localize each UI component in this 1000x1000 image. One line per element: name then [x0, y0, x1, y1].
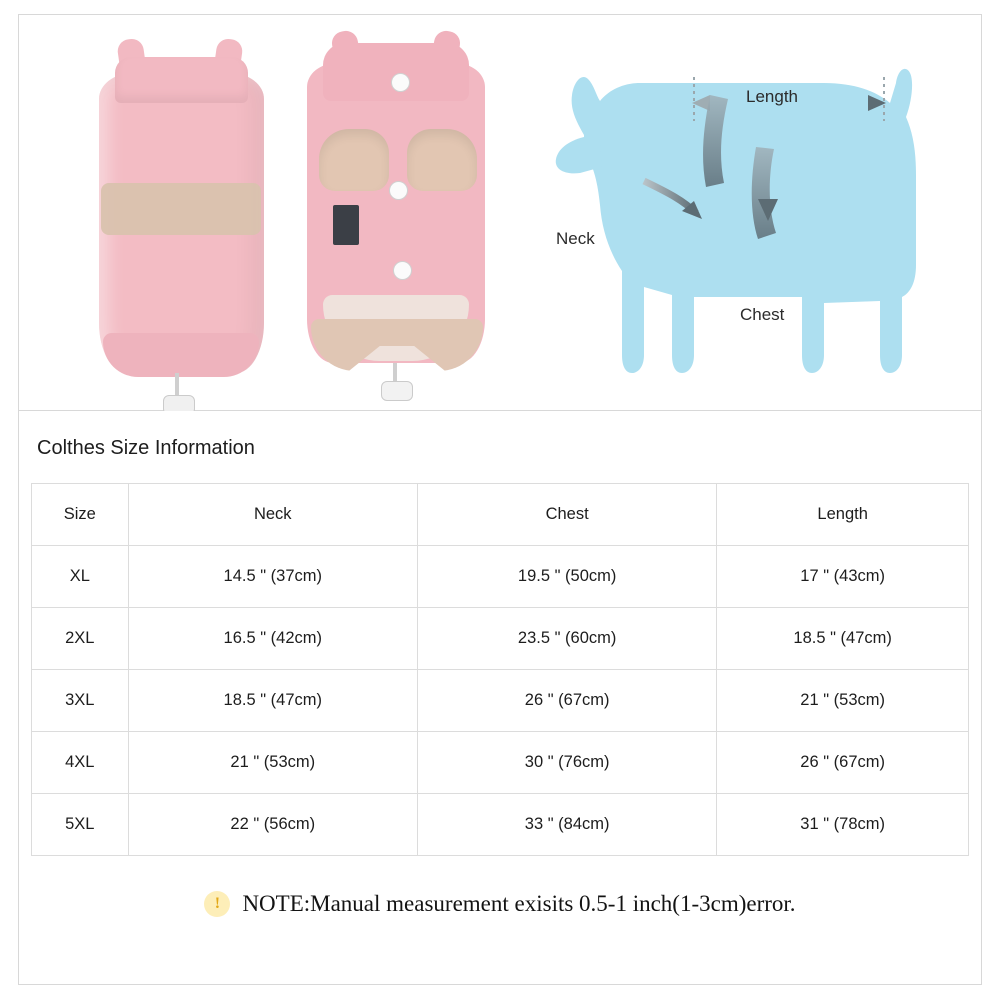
table-row	[32, 546, 969, 608]
coat-front-snap-button-top	[391, 73, 410, 92]
coat-back-hem	[103, 333, 259, 377]
coat-front-snap-button-middle	[389, 181, 408, 200]
cell-chest: 26 " (67cm)	[417, 670, 716, 732]
measurement-note-text: NOTE:Manual measurement exisits 0.5-1 inch(1-3cm)error.	[242, 891, 796, 916]
dog-body-shape	[556, 69, 916, 373]
measurement-note	[19, 891, 981, 917]
table-row	[32, 794, 969, 856]
table-row	[32, 608, 969, 670]
product-photo-inner	[19, 15, 981, 410]
table-row	[32, 670, 969, 732]
dog-coat-front-view-image	[297, 29, 497, 405]
coat-back-collar	[115, 57, 248, 103]
coat-front-snap-button-bottom	[393, 261, 412, 280]
dog-coat-back-view-image	[89, 33, 279, 403]
exclamation-icon: !	[204, 891, 230, 917]
cell-chest: 33 " (84cm)	[417, 794, 716, 856]
column-header-chest: Chest	[417, 484, 716, 546]
diagram-label-neck: Neck	[556, 229, 595, 248]
product-photo-panel	[18, 14, 982, 411]
dog-silhouette-svg	[524, 25, 974, 405]
size-table-head	[32, 484, 969, 546]
cell-length: 26 " (67cm)	[717, 732, 969, 794]
coat-front-brand-label	[333, 205, 359, 245]
column-header-neck: Neck	[128, 484, 417, 546]
coat-front-sleeve-left	[319, 129, 389, 191]
table-row	[32, 732, 969, 794]
cell-chest: 30 " (76cm)	[417, 732, 716, 794]
cell-size: 5XL	[32, 794, 129, 856]
cell-size: 2XL	[32, 608, 129, 670]
size-table-header-row	[32, 484, 969, 546]
cell-length: 17 " (43cm)	[717, 546, 969, 608]
coat-front-cord-toggle	[381, 381, 413, 401]
cell-length: 31 " (78cm)	[717, 794, 969, 856]
cell-chest: 19.5 " (50cm)	[417, 546, 716, 608]
diagram-label-chest: Chest	[740, 305, 785, 324]
cell-size: 4XL	[32, 732, 129, 794]
cell-length: 21 " (53cm)	[717, 670, 969, 732]
coat-front-hem-band	[311, 319, 483, 371]
size-table-body	[32, 546, 969, 856]
size-information-title: Colthes Size Information	[37, 437, 255, 459]
size-table	[31, 483, 969, 856]
cell-neck: 22 " (56cm)	[128, 794, 417, 856]
cell-length: 18.5 " (47cm)	[717, 608, 969, 670]
coat-back-beige-band	[101, 183, 261, 235]
cell-neck: 18.5 " (47cm)	[128, 670, 417, 732]
diagram-label-length: Length	[746, 87, 798, 106]
cell-chest: 23.5 " (60cm)	[417, 608, 716, 670]
column-header-length: Length	[717, 484, 969, 546]
size-information-section	[18, 411, 982, 985]
column-header-size: Size	[32, 484, 129, 546]
cell-neck: 16.5 " (42cm)	[128, 608, 417, 670]
cell-neck: 21 " (53cm)	[128, 732, 417, 794]
cell-size: 3XL	[32, 670, 129, 732]
cell-neck: 14.5 " (37cm)	[128, 546, 417, 608]
coat-front-sleeve-right	[407, 129, 477, 191]
dog-measurement-diagram	[524, 25, 974, 405]
cell-size: XL	[32, 546, 129, 608]
coat-front-hood	[323, 43, 469, 101]
